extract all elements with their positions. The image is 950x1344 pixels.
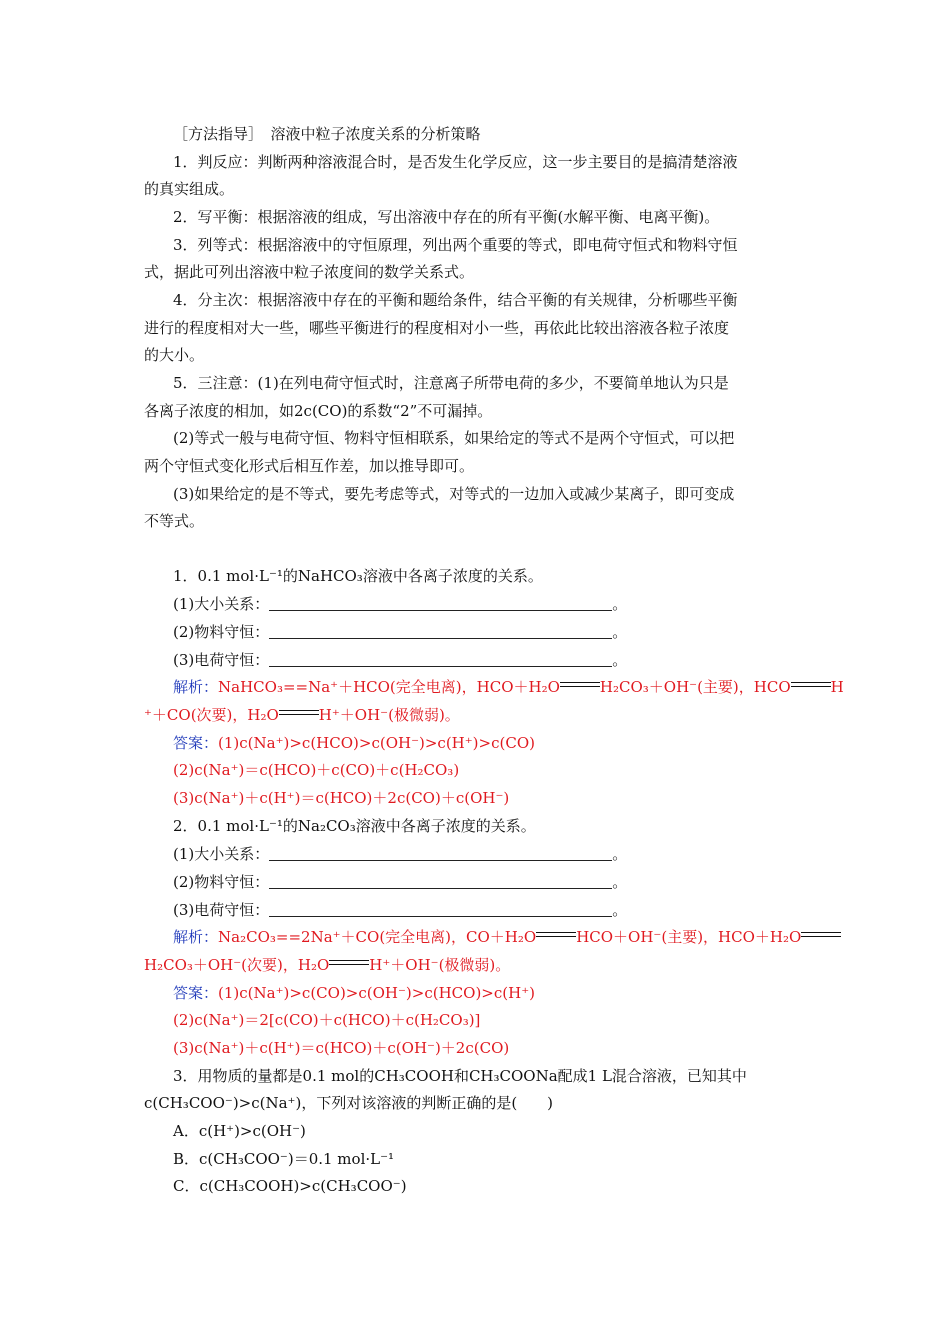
method-step-2: 2．写平衡：根据溶液的组成，写出溶液中存在的所有平衡(水解平衡、电离平衡)。: [173, 208, 720, 226]
method-step-5: 5．三注意：(1)在列电荷守恒式时，注意离子所带电荷的多少，不要简单地认为只是: [173, 374, 729, 392]
q1-analysis-line2: [144, 705, 460, 725]
q1-sub1-blank[interactable]: [269, 596, 612, 611]
q1-sub3: [173, 650, 627, 670]
q2-sub2: [173, 872, 627, 892]
method-step-1-cont: 的真实组成。: [144, 180, 235, 198]
q2-sub1-label: (1)大小关系：: [173, 845, 270, 863]
equilibrium-arrow-icon: [801, 929, 841, 941]
q1-sub2: [173, 622, 627, 642]
q1-sub1-label: (1)大小关系：: [173, 595, 270, 613]
q1-sub1-end: 。: [612, 595, 628, 613]
q2-sub3-end: 。: [612, 901, 628, 919]
q2-sub2-label: (2)物料守恒：: [173, 873, 270, 891]
q3-option-a[interactable]: A．c(H⁺)>c(OH⁻): [173, 1122, 306, 1140]
q2-answer-3: (3)c(Na⁺)＋c(H⁺)＝c(HCO)＋c(OH⁻)＋2c(CO): [173, 1039, 510, 1057]
q3-option-b[interactable]: B．c(CH₃COO⁻)＝0.1 mol·L⁻¹: [173, 1150, 395, 1168]
equilibrium-arrow-icon: [791, 679, 831, 691]
q1-analysis-text-b: H₂CO₃＋OH⁻(主要)，HCO: [599, 678, 791, 696]
q3-stem: 3．用物质的量都是0.1 mol的CH₃COOH和CH₃COONa配成1 L混合溶液，已知其中: [173, 1067, 747, 1085]
q2-analysis-line2: [144, 955, 510, 975]
q1-analysis-text-c: H: [830, 678, 844, 696]
q2-sub3: [173, 900, 627, 920]
q1-stem: 1．0.1 mol·L⁻¹的NaHCO₃溶液中各离子浓度的关系。: [173, 567, 543, 585]
q2-analysis-label: 解析：: [173, 928, 219, 946]
q1-answer-1-text: (1)c(Na⁺)>c(HCO)>c(OH⁻)>c(H⁺)>c(CO): [218, 734, 535, 752]
method-step-4-cont2: 的大小。: [144, 346, 205, 364]
q1-sub2-blank[interactable]: [269, 624, 612, 639]
method-step-3: 3．列等式：根据溶液中的守恒原理，列出两个重要的等式，即电荷守恒式和物料守恒: [173, 236, 738, 254]
q2-analysis-text-a: Na₂CO₃==2Na⁺＋CO(完全电离)，CO＋H₂O: [218, 928, 537, 946]
q1-analysis-label: 解析：: [173, 678, 219, 696]
q1-sub2-label: (2)物料守恒：: [173, 623, 270, 641]
q2-analysis-text-d: H⁺＋OH⁻(极微弱)。: [369, 956, 511, 974]
q1-answer-3: (3)c(Na⁺)＋c(H⁺)＝c(HCO)＋2c(CO)＋c(OH⁻): [173, 789, 510, 807]
method-step-1: 1．判反应：判断两种溶液混合时，是否发生化学反应，这一步主要目的是搞清楚溶液: [173, 153, 738, 171]
method-step-4: 4．分主次：根据溶液中存在的平衡和题给条件，结合平衡的有关规律，分析哪些平衡: [173, 291, 738, 309]
q2-analysis-text-b: HCO＋OH⁻(主要)，HCO＋H₂O: [576, 928, 802, 946]
q1-sub2-end: 。: [612, 623, 628, 641]
q1-analysis-text-e: H⁺＋OH⁻(极微弱)。: [318, 706, 460, 724]
q2-sub1-blank[interactable]: [269, 846, 612, 861]
method-step-4-cont: 进行的程度相对大一些，哪些平衡进行的程度相对小一些，再依此比较出溶液各粒子浓度: [144, 319, 730, 337]
q1-answer-label: 答案：: [173, 734, 219, 752]
q1-sub3-label: (3)电荷守恒：: [173, 651, 270, 669]
q2-answer-label: 答案：: [173, 984, 219, 1002]
q3-option-c[interactable]: C．c(CH₃COOH)>c(CH₃COO⁻): [173, 1177, 407, 1195]
equilibrium-arrow-icon: [536, 929, 576, 941]
method-step-5-cont: 各离子浓度的相加，如2c(CO)的系数“2”不可漏掉。: [144, 402, 493, 420]
q2-answer-1: [173, 983, 535, 1003]
q2-answer-1-text: (1)c(Na⁺)>c(CO)>c(OH⁻)>c(HCO)>c(H⁺): [218, 984, 535, 1002]
q1-analysis-text-d: ⁺＋CO(次要)，H₂O: [144, 706, 279, 724]
q2-answer-2: (2)c(Na⁺)＝2[c(CO)＋c(HCO)＋c(H₂CO₃)]: [173, 1011, 481, 1029]
q1-answer-2: (2)c(Na⁺)＝c(HCO)＋c(CO)＋c(H₂CO₃): [173, 761, 460, 779]
q2-analysis-text-c: H₂CO₃＋OH⁻(次要)，H₂O: [144, 956, 330, 974]
q1-analysis-text-a: NaHCO₃==Na⁺＋HCO(完全电离)，HCO＋H₂O: [218, 678, 560, 696]
q1-sub3-blank[interactable]: [269, 652, 612, 667]
method-note-3: (3)如果给定的是不等式，要先考虑等式，对等式的一边加入或减少某离子，即可变成: [173, 485, 735, 503]
method-note-3-cont: 不等式。: [144, 512, 205, 530]
q2-analysis-line1: [173, 927, 841, 947]
q1-sub3-end: 。: [612, 651, 628, 669]
q2-sub2-blank[interactable]: [269, 874, 612, 889]
q2-stem: 2．0.1 mol·L⁻¹的Na₂CO₃溶液中各离子浓度的关系。: [173, 817, 536, 835]
equilibrium-arrow-icon: [329, 957, 369, 969]
q3-stem-cont: c(CH₃COO⁻)>c(Na⁺)，下列对该溶液的判断正确的是( ): [144, 1094, 554, 1112]
q1-answer-1: [173, 733, 535, 753]
method-step-3-cont: 式，据此可列出溶液中粒子浓度间的数学关系式。: [144, 263, 475, 281]
q1-analysis-line1: [173, 677, 844, 697]
method-note-2-cont: 两个守恒式变化形式后相互作差，加以推导即可。: [144, 457, 475, 475]
q2-sub2-end: 。: [612, 873, 628, 891]
equilibrium-arrow-icon: [279, 707, 319, 719]
q1-sub1: [173, 594, 627, 614]
q2-sub1: [173, 844, 627, 864]
q2-sub3-blank[interactable]: [269, 902, 612, 917]
method-heading: ［方法指导］ 溶液中粒子浓度关系的分析策略: [173, 125, 481, 143]
q2-sub3-label: (3)电荷守恒：: [173, 901, 270, 919]
q2-sub1-end: 。: [612, 845, 628, 863]
method-note-2: (2)等式一般与电荷守恒、物料守恒相联系，如果给定的等式不是两个守恒式，可以把: [173, 429, 735, 447]
equilibrium-arrow-icon: [560, 679, 600, 691]
